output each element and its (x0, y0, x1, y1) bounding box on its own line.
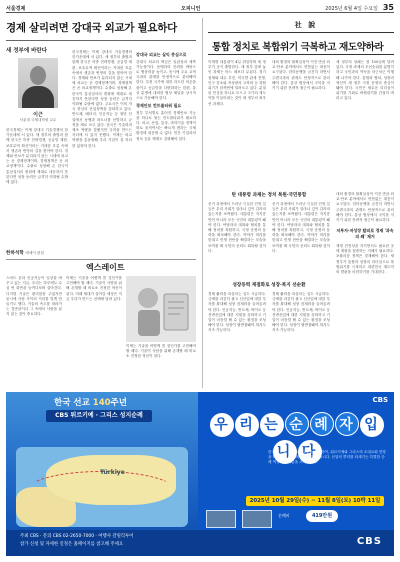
editorial-title-rule (208, 54, 394, 55)
editorial-body-5 (272, 202, 330, 276)
editorial-paragraph: 새 정부의 성패는 첫 100일에 달려 있다. 국정 과제의 우선순위를 분명히 하고 국민과의 약속을 차근차근 이행해 나가야 한다. 통합과 협치, 성장과 혁신이 새 정부 국정 운영의 중심이 돼야 한다. 국민은 새로운 리더십이 위기를 기회로 바꿔내기를 간절히 바라고 있다. (336, 60, 394, 101)
mini-paragraph: 미래 세대가 살아갈 세상은 지금 우리가 만드는 선택에 달려 있다. (66, 291, 122, 301)
slogan-char: 입 (360, 413, 384, 437)
page-number: 35 (382, 3, 394, 12)
column-body-2 (136, 50, 196, 250)
editorial-top-rule (208, 32, 394, 33)
column-paragraph: 한국경제는 이제 강대국 기술경쟁의 한가운데에 서 있다. 새 정부의 출범과 함께 한국은 미중 전략경쟁, 공급망 재편, 보호무역 확산이라는 거대한 흐름 속에서 생존과 번영의 길을 찾아야 한다. 경제와 안보가 분리되지 않는 시대에 외교는 곧 경제정책이며, 경제정책은 곧 외교정책이다. 수출로 성장해 온 한국이 통상질서의 변화에 제대로 대응하지 못한다면 성장 동력은 급격히 약화될 수밖에 없다. (72, 50, 132, 107)
section-label: 오피니언 (181, 6, 201, 12)
column-paragraph: 정부 부처별로 흩어진 경제안보 기능을 하나로 묶는 컨트롤타워가 필요하다. 외교, 산업, 통상, 과학기술 정책이 따로 움직여서는 빠르게 변하는 국제 환경에 대응할 수 없다. 민간 기업과의 정보 공유 체계도 강화해야 한다. (136, 110, 196, 141)
route-map (16, 447, 188, 527)
ad-footer (6, 530, 394, 556)
slogan-char: 다 (298, 440, 322, 464)
title-rule (6, 40, 196, 41)
author-photo (18, 58, 58, 108)
editorial-body-4 (208, 202, 266, 276)
anniv-number: 140 (92, 398, 111, 408)
byline (6, 250, 68, 256)
slogan-char: 니 (273, 440, 297, 464)
mini-body-3 (126, 344, 196, 388)
ad-banner: CBS 튀르키예 · 그리스 성지순례 (46, 410, 152, 422)
illustration-svg (126, 276, 196, 342)
ad-price-label: 순례비 (278, 513, 290, 518)
editorial-subhead-2: 성장동력 재점화로 성장·복지 선순환 (232, 283, 306, 288)
ad-price: 419만원 (306, 510, 338, 522)
editorial-paragraph: 이재명 대통령이 4일 취임하며 새 정부가 공식 출범한다. 새 정부 앞에 놓인 과제는 어느 때보다 무겁다. 경기 침체와 내수 부진, 미국발 관세 전쟁, 인구 감소와 저성장의 고착화 등 복합위기가 한꺼번에 밀려오고 있다. 분열된 민심을 하나로 모으고 국가의 재도약을 이끌어내는 것이 새 정부의 최우선 과제다. (208, 60, 266, 106)
slogan-char: 순 (285, 412, 309, 436)
pilgrimage-route (26, 471, 176, 511)
column-kicker: 새 정부에 바란다 (6, 48, 48, 54)
mini-paragraph: 이제는 기술을 어떻게 쓸 것인가를 고민해야 할 때다. 기술이 사람을 위해 존재할 때 비로소 진정한 혁신이 된다. (66, 276, 122, 296)
page-header (6, 3, 394, 13)
anniv-prefix: 한국 선교 (54, 398, 90, 408)
illustration-image (126, 276, 196, 342)
editorial-paragraph: 선거 과정에서 드러난 극심한 진영 갈등은 우리 사회가 얼마나 깊이 갈라져 있는지를 보여줬다. 대통령은 지지층만이 아니라 모든 국민의 대통령이 돼야 한다. 야당과의 대화와 협치를 통해 정치를 복원하고, 국정 운영의 동력을 확보해야 한다. 여야가 머리를 맞대고 민생 현안을 해결하는 모습을 보여줄 때 국민의 신뢰도 회복될 것이다. (208, 202, 266, 253)
column-body-1 (72, 50, 132, 250)
editorial-body-1 (208, 60, 266, 188)
ad-anniversary (54, 396, 127, 408)
editorial-paragraph: 대외 환경의 불확실성이 커진 만큼 외교·안보 분야에서도 빈틈없는 대응이 요구된다. 한미동맹을 굳건히 하면서 주변국과의 관계도 안정적으로 관리해야 한다. 통상 협상에서 국익을 지키기 위한 전략적 접근이 필요하다. (336, 192, 394, 223)
slogan-char: 자 (335, 412, 359, 436)
editorial-body-2 (272, 60, 330, 188)
editorial-paragraph: 재정 건전성을 지키면서도 필요한 곳에 재원을 집중하는 지혜가 필요하다. 포퓰리즘 정책은 경계해야 한다. 새 정부가 통합과 성장의 리더십으로 복합위기를 극복하고 대한민국 재도약의 발판을 마련하기를 기대한다. (336, 244, 394, 275)
column-paragraph: 강대국 외교의 핵심은 일관성과 예측 가능성이다. 동맹과의 신뢰를 바탕으로 협상력을 높이고, 동시에 주요 교역국과의 관계를 안정적으로 관리해야 한다. 특정 국가에 대한 과도한 의존을 줄이고 공급망을 다변화하는 한편, 통상 분쟁에 대비한 협상 채널을 상시적으로 가동해야 한다. (136, 59, 196, 100)
slogan-char: 리 (235, 413, 259, 437)
issue-date: 2025년 6월 4일 수요일 (325, 6, 378, 12)
editorial-paragraph: 선거 과정에서 드러난 극심한 진영 갈등은 우리 사회가 얼마나 깊이 갈라져 있는지를 보여줬다. 대통령은 지지층만이 아니라 모든 국민의 대통령이 돼야 한다. 야당과의 대화와 협치를 통해 정치를 복원하고, 국정 운영의 동력을 확보해야 한다. 여야가 머리를 맞대고 민생 현안을 해결하는 모습을 보여줄 때 국민의 신뢰도 회복될 것이다. (272, 202, 330, 253)
slogan-char: 우 (210, 413, 234, 437)
editorial-body-9 (336, 244, 394, 388)
column-title: 경제 살리려면 강대국 외교가 필요하다 (6, 22, 177, 34)
author-name: 이근 (33, 112, 43, 118)
editorial-body-8 (336, 192, 394, 226)
ad-date: 2025년 10월 29일(수) ~ 11월 8일(토) 10박 11일 (246, 496, 384, 506)
ad-photo (242, 510, 272, 528)
ad-contact-line: 주최 CBS · 문의 CBS 02-2650-7000 · 여행사 갈릴리투어 (20, 534, 134, 539)
ad-cbs-logo: CBS (372, 396, 388, 404)
column-paragraph: 한국경제는 이제 강대국 기술경쟁의 한가운데에 서 있다. 새 정부의 출범과 함께 한국은 미중 전략경쟁, 공급망 재편, 보호무역 확산이라는 거대한 흐름 속에서 생존과 번영의 길을 찾아야 한다. 경제와 안보가 분리되지 않는 시대에 외교는 곧 경제정책이며, 경제정책은 곧 외교정책이다. 수출로 성장해 온 한국이 통상질서의 변화에 제대로 대응하지 못한다면 성장 동력은 급격히 약화될 수밖에 없다. (6, 128, 68, 185)
byline-role: 에세이 편집 (25, 251, 44, 255)
mini-column-title: 엑스레이트 (86, 262, 125, 272)
column-subhead: 경제안보 컨트롤타워 필요 (136, 103, 182, 109)
editorial-body-6 (208, 292, 266, 388)
anniv-suffix: 주년 (110, 398, 127, 408)
column-body-0 (6, 128, 68, 248)
column-separator (202, 18, 203, 388)
editorial-title: 통합 정치로 복합위기 극복하고 재도약하라 (212, 42, 384, 53)
editorial-paragraph: 경제 활력을 되살리는 것도 시급하다. 규제를 과감히 풀고 신산업에 대한 투자를 확대해 성장 잠재력을 끌어올려야 한다. 인공지능, 반도체, 바이오 등 전략산업에 대한 지원을 강화하고 기업이 마음껏 뛸 수 있는 환경을 조성해야 한다. 성장이 뒷받침돼야 복지도 지속 가능하다. (208, 292, 266, 333)
mini-paragraph: 이제는 기술을 어떻게 쓸 것인가를 고민해야 할 때다. 기술이 사람을 위해 존재할 때 비로소 진정한 혁신이 된다. (126, 344, 196, 359)
author-title: 서울대 국제대학원 교수 (19, 118, 57, 122)
ad-photo (206, 510, 236, 528)
author-head (30, 66, 46, 85)
ad-footer-logo: CBS (356, 536, 382, 547)
column-subhead: 강대국 외교는 실익 중심으로 (136, 52, 187, 57)
editorial-subhead-1: 탄 대통령 과제는 정치 복원·국민통합 (231, 193, 307, 198)
editorial-paragraph: 대외 환경의 불확실성이 커진 만큼 외교·안보 분야에서도 빈틈없는 대응이 요구된다. 한미동맹을 굳건히 하면서 주변국과의 관계도 안정적으로 관리해야 한다. 통상 협상에서 국익을 지키기 위한 전략적 접근이 필요하다. (272, 60, 330, 91)
section-left-label: 서울경제 (6, 6, 26, 12)
slogan-char: 례 (310, 412, 334, 436)
editorial-paragraph: 경제 활력을 되살리는 것도 시급하다. 규제를 과감히 풀고 신산업에 대한 투자를 확대해 성장 잠재력을 끌어올려야 한다. 인공지능, 반도체, 바이오 등 전략산업에 대한 지원을 강화하고 기업이 마음껏 뛸 수 있는 환경을 조성해야 한다. 성장이 뒷받침돼야 복지도 지속 가능하다. (272, 292, 330, 333)
editorial-label: 社 說 (294, 21, 318, 29)
byline-name: 한하석학 (6, 251, 24, 256)
section-divider (6, 259, 196, 260)
mini-body-1 (6, 276, 62, 386)
author-body (22, 86, 54, 108)
mini-paragraph: 스마트 폰과 인공지능이 일상을 바꾸고 있는 지금, 우리는 하루에도 수십 번 화면을 들여다보며 살아간다. 디지털 기술은 편리함을 주었지만 동시에 사람 사이의 거리를 멀게 만들기도 했다. 기술의 속도를 따라가는 것만큼이나 그 속에서 사람을 잃지 않는 것이 중요하다. (6, 276, 62, 317)
editorial-body-3 (336, 60, 394, 188)
cbs-pilgrimage-ad[interactable] (6, 392, 394, 556)
slogan-char: 는 (260, 413, 284, 437)
column-paragraph: 주요국은 이미 자국 중심의 산업정책을 강화하고 있다. 반도체, 배터리, 인공지능 등 첨단 산업에서 동맹과 파트너를 선별하고 규칙을 새로 쓰고 있다. 한국은 기술력과 제조 역량을 갖췄지만 규칙을 만드는 자리에 서 있지 못했다. 이제는 외교 역량을 총동원해 우리 기업이 설 자리를 넓혀야 한다. (72, 102, 132, 148)
editorial-body-7 (272, 292, 330, 388)
mini-body-2 (66, 276, 122, 386)
ad-description: 한국 기독교 선교 140주년을 기념하여, 튀르키예와 그리스의 초대교회 현장을 따라 사도 바울의 발자취를 걷습니다. 신앙의 뿌리를 되새기는 특별한 순례 여정에 여러분을 초대합니다. (268, 450, 386, 464)
ad-info-line: 참가 신청 및 자세한 일정은 홈페이지를 참고해 주세요 (20, 542, 124, 547)
map-country-label: Türkiye (100, 469, 125, 476)
editorial-subhead-3: 저투자·저성장 탈피로 경제 '과속의 쐐' 제거 (336, 228, 394, 239)
